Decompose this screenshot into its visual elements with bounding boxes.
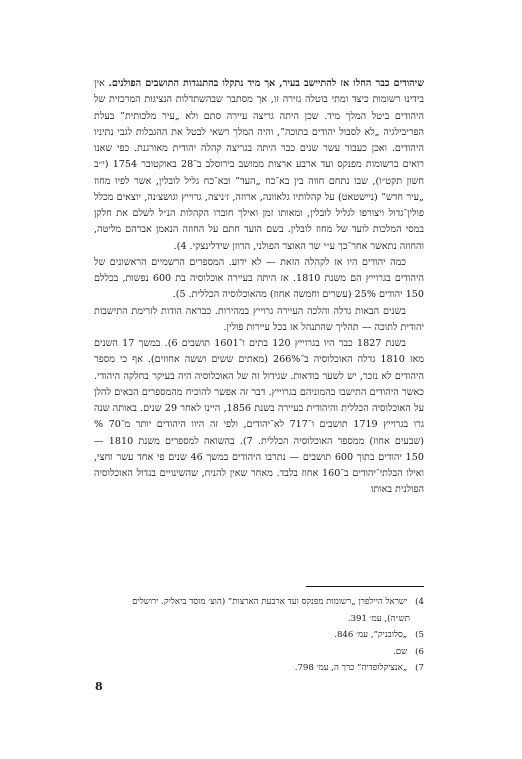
paragraph-1-rest: אין בידינו רשומות כיצד ומתי בוטלה גזירה זו, אך מסתבר שבהשתדלות הנציגות המרכזית של היהודים ביטל המלך מיד. שכן היתה גריצה עיירה סתם ולא „עיר מלכותית” בעלת הפריבילגיה „לא לסבול יהודים בתוכה”, והיה המלך רשאי לבטל את ההגבלות לגבי נתיניו היהודים. ואכן כעבור עשר שנים כבר היתה בגריצה קהלה יהודית מאורגנת. כפי שאנו רואים ברשומות מפנקס ועד ארבע ארצות ממושב בירוסלב ב־28 באוקטובר 1754 (י״ב חשון תקט״ו), שבו נתחם חווה בין בא־כח „העד” ובא־כח גליל לובלין, אשר לפיו מחוז „עיר חדש” (ניישטאט) על קהלותיו גלאוונה, ארוזה, ז׳ניצה, גרוייץ וגושצ׳נה, יוצאים מכלל פולין־גדול ויצורפו לגליל לובלין, ומאותו זמן ואילך חוברו הקהלות הנ״ל לשלם את חלקן במסי המלכות לועד של מחוז לובלין. בשם הועד חתם על החוזה הנאמן אברהם מליטה, והחוזה נתאשר אחר־כך ע״י שר האוצר הפולני, הרוזן שידלינצקי. 4). (94, 78, 425, 252)
footnote-text: „סלובניק”, עמ׳ 846. (334, 630, 408, 640)
footnote-number: 5) (415, 630, 424, 640)
footnote-number: 7) (415, 663, 424, 673)
body-text (94, 76, 424, 499)
footnote-number: 6) (415, 646, 424, 657)
footnote-separator (306, 586, 424, 587)
paragraph-2: כמה יהודים היו אז לקהלה הזאת — לא ידוע. המספרים הרשמיים הראשונים של היהודים בגרוייץ הם משנת 1810. אז היתה בעיירה אוכלוסיה בת 600 נפשות, בכללם 150 יהודים 25% (עשרים וחמשה אחוז) מהאוכלוסיה הכללית. 5). (94, 256, 425, 301)
footnote-text: „אנציקלופדיה” כרך ה, עמ׳ 798. (294, 663, 408, 673)
footnote-4 (94, 594, 424, 611)
footnote-5 (94, 627, 424, 644)
footnote-6 (94, 644, 424, 661)
footnote-text: ישראל היילפרן „רשומות מפנקס ועד ארבעת הארצות” (הוצ׳ מוסד ביאליק. ירושלים (132, 597, 408, 607)
paragraph-3: בשנים הבאות גדלה והלכה העיירה גרוייץ במהירות. כבראה הודות לזרימת התישבות יהודית לתוכה — תהליך שהתנהל אז בכל עיירות פולין. (94, 305, 424, 333)
footnotes (94, 594, 424, 677)
paragraph-4: בשנת 1827 כבר היו בגרוייץ 120 בתים ו־1601 תושבים 6). במשך 17 השנים מאז 1810 גדלה האוכלוסיה ב־266% (מאתים ששים וששה אחוזים). אף כי מספר היהודים לא נזכר, יש לשער בודאות. שגידול זה של האוכלוסיה היה בעיקר בחלקה היהודי. כאשר היהודים התישבו בהמוניהם בגרוייץ. דבר זה אפשר להוכיח מהמספרים הבאים להלן על האוכלוסיה הכללית והיהודית בעיירה בשנת 1856, היינו לאחר 29 שנים. באותה שנה גרו בגרוייץ 1719 תושבים ו־717 לא־יהודים, ולפי זה היוו היהודים יותר מ־70 % (שבעים אחוז) ממספר האוכלוסיה הכללית. 7). בהשואה למספרים משנת 1810 — 150 יהודים בתוך 600 תושבים — נתרבו היהודים במשך 46 שנים פי אחד עשר וחצי, ואילו הבלתי־יהודים ב־160 אחוז בלבד. מאחר שאין להניח, שהשינויים בגדול האוכלוסיה הפולנית באותו (94, 338, 425, 496)
footnote-number: 4) (415, 597, 424, 607)
paragraph-1-bold-lead: שיהודים כבר החלו אז להתיישב בעיר, אך מיד נתקלו בהתנגדות התושבים הפולנים. (108, 78, 424, 89)
footnote-4-continuation: תש״ה), עמ׳ 391. (347, 613, 410, 624)
page-number: 8 (95, 680, 103, 693)
paragraph-1 (94, 76, 424, 255)
footnote-7 (94, 660, 424, 677)
footnote-text: שם. (393, 646, 408, 657)
